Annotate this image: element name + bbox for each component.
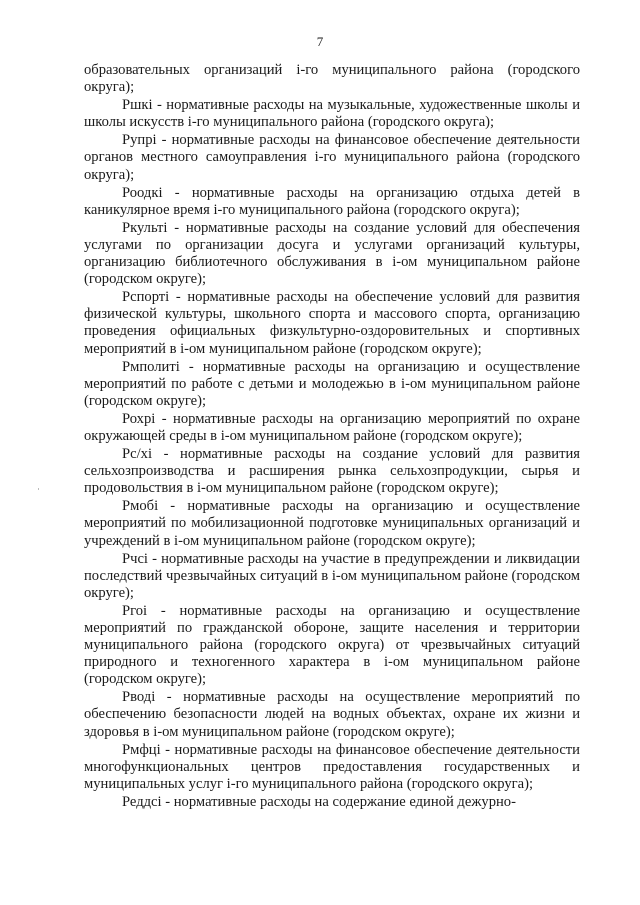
paragraph-r-go: Ргоi - нормативные расходы на организацию и осуществление мероприятий по гражданской обороне, защите населения и территории муниципального района (городского округа) от чрезвычайных ситуаций природного и техногенного характера в i-ом муниципальном районе (городском округе); [84, 602, 580, 688]
paragraph-r-mob: Рмобi - нормативные расходы на организацию и осуществление мероприятий по мобилизационной подготовке муниципальных организаций и учреждений в i-ом муниципальном районе (городском округе); [84, 498, 580, 549]
paragraph-r-kult: Ркультi - нормативные расходы на создание условий для обеспечения услугами по организации досуга и услугами организаций культуры, организацию библиотечного обслуживания в i-ом муниципальном районе (городском округе); [84, 219, 580, 288]
paragraph-r-okhr: Рохрi - нормативные расходы на организацию мероприятий по охране окружающей среды в i-ом муниципальном районе (городском округе); [84, 410, 580, 444]
page-number: 7 [316, 34, 324, 49]
paragraph-r-edds: Реддсi - нормативные расходы на содержание единой дежурно- [122, 793, 516, 810]
paragraph-r-chs: Рчсi - нормативные расходы на участие в предупреждении и ликвидации последствий чрезвычайных ситуаций в i-ом муниципальном районе (городском округе); [84, 550, 580, 601]
paragraph-r-oodk: Роодкi - нормативные расходы на организацию отдыха детей в каникулярное время i-го муниципального района (городского округа); [84, 184, 580, 218]
paragraph-r-mpolit: Рмполитi - нормативные расходы на организацию и осуществление мероприятий по работе с детьми и молодежью в i-ом муниципальном районе (городском округе); [84, 358, 580, 409]
paragraph-r-sport: Рспортi - нормативные расходы на обеспечение условий для развития физической культуры, школьного спорта и массового спорта, организацию проведения официальных физкультурно-оздоровительных и спортивных мероприятий в i-ом муниципальном районе (городском округе); [84, 289, 580, 357]
scan-artifact-mark [38, 488, 39, 490]
body-text [84, 62, 580, 811]
paragraph-r-vod: Рводi - нормативные расходы на осуществление мероприятий по обеспечению безопасности людей на водных объектах, охране их жизни и здоровья в i-ом муниципальном районе (городском округе); [84, 689, 580, 740]
paragraph-r-upr: Рупрi - нормативные расходы на финансовое обеспечение деятельности органов местного самоуправления i-го муниципального района (городского округа); [84, 132, 580, 183]
paragraph-r-mfc: Рмфцi - нормативные расходы на финансовое обеспечение деятельности многофункциональных центров предоставления государственных и муниципальных услуг i-го муниципального района (городского округа); [84, 741, 580, 792]
paragraph-r-shk: Ршкi - нормативные расходы на музыкальные, художественные школы и школы искусств i-го муниципального района (городского округа); [84, 97, 580, 131]
paragraph-r-skh: Рс/хi - нормативные расходы на создание условий для развития сельхозпроизводства и расширения рынка сельхозпродукции, сырья и продовольствия в i-ом муниципальном районе (городском округе); [84, 446, 580, 497]
paragraph-continuation: образовательных организаций i-го муниципального района (городского округа); [84, 62, 580, 96]
